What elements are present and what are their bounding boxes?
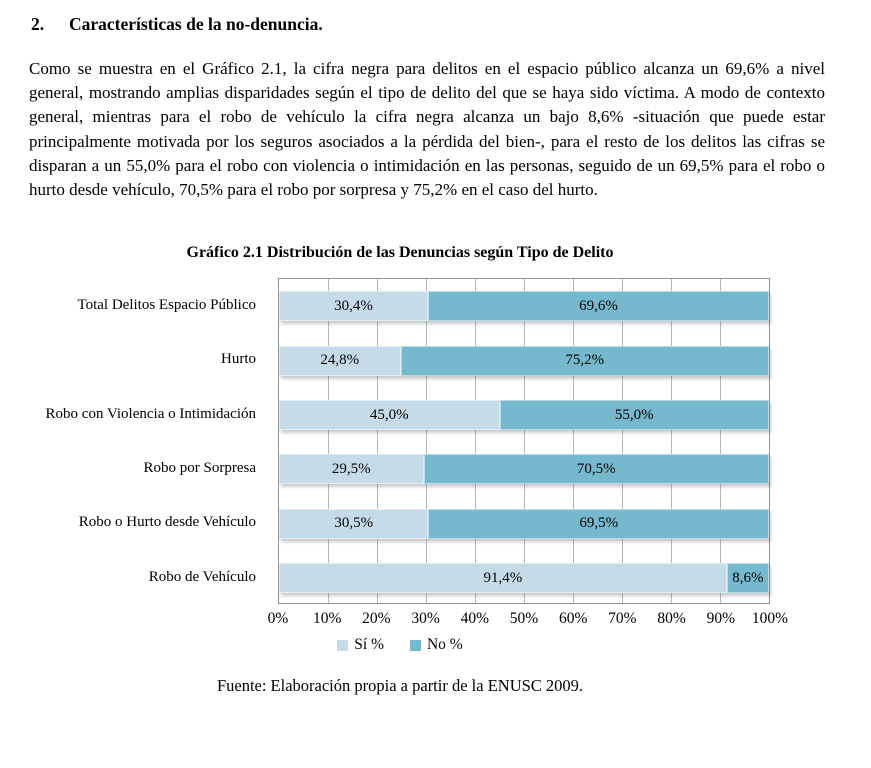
section-heading <box>31 14 826 35</box>
x-tick-label: 60% <box>558 610 588 628</box>
legend-item <box>410 636 463 654</box>
x-tick-label: 0% <box>267 610 289 628</box>
x-tick-label: 100% <box>751 610 789 628</box>
bar-segment-si: 24,8% <box>279 346 401 376</box>
x-tick-label: 30% <box>411 610 440 628</box>
bar-segment-no: 75,2% <box>401 346 769 376</box>
category-label: Robo o Hurto desde Vehículo <box>78 514 256 531</box>
source-note: Fuente: Elaboración propia a partir de la ENUSC 2009. <box>216 676 584 696</box>
bar-row <box>279 400 769 430</box>
section-title: Características de la no-denuncia. <box>69 14 323 34</box>
x-tick-label: 90% <box>706 610 736 628</box>
legend-label: No % <box>426 636 463 654</box>
gridline <box>377 279 378 603</box>
plot-box <box>278 278 770 604</box>
bar-segment-si: 29,5% <box>279 454 424 484</box>
category-label: Total Delitos Espacio Público <box>77 296 256 313</box>
bar-segment-no: 55,0% <box>500 400 770 430</box>
bar-row <box>279 563 769 593</box>
gridline <box>328 279 329 603</box>
category-label: Robo por Sorpresa <box>143 459 256 476</box>
legend <box>30 636 770 654</box>
legend-item <box>337 636 384 654</box>
bar-segment-si: 45,0% <box>279 400 500 430</box>
category-label: Robo con Violencia o Intimidación <box>45 405 256 422</box>
chart-plot-area <box>30 278 770 604</box>
chart-title: Gráfico 2.1 Distribución de las Denuncias según Tipo de Delito <box>186 244 614 262</box>
gridline <box>426 279 427 603</box>
bar-segment-si: 30,5% <box>279 509 428 539</box>
category-label: Hurto <box>221 351 256 368</box>
legend-swatch <box>410 640 421 651</box>
bar-segment-no: 69,5% <box>428 509 769 539</box>
x-tick-label: 70% <box>608 610 637 628</box>
bar-row <box>279 454 769 484</box>
x-tick-label: 20% <box>362 610 391 628</box>
bar-segment-si: 30,4% <box>279 291 428 321</box>
bar-row <box>279 291 769 321</box>
gridline <box>524 279 525 603</box>
category-label: Robo de Vehículo <box>148 568 256 585</box>
legend-swatch <box>337 640 348 651</box>
x-tick-label: 10% <box>312 610 342 628</box>
legend-label: Sí % <box>354 636 384 654</box>
x-tick-label: 80% <box>657 610 686 628</box>
gridline <box>720 279 721 603</box>
bar-row <box>279 509 769 539</box>
chart <box>30 244 789 696</box>
bar-segment-no: 69,6% <box>428 291 769 321</box>
bar-segment-no: 70,5% <box>424 454 769 484</box>
gridline <box>671 279 672 603</box>
x-tick-label: 50% <box>509 610 539 628</box>
bar-segment-no: 8,6% <box>727 563 769 593</box>
gridline <box>475 279 476 603</box>
bar-segment-si: 91,4% <box>279 563 727 593</box>
gridline <box>622 279 623 603</box>
x-tick-label: 40% <box>460 610 490 628</box>
section-number: 2. <box>31 14 45 34</box>
body-paragraph: Como se muestra en el Gráfico 2.1, la cifra negra para delitos en el espacio público alcanza un 69,6% a nivel general, mostrando amplias disparidades según el tipo de delito del que se haya sido víctima. A modo de contexto general, mientras para el robo de vehículo la cifra negra alcanza un bajo 8,6% -situación que puede estar principalmente motivada por los seguros asociados a la pérdida del bien-, para el resto de los delitos las cifras se disparan a un 55,0% para el robo con violencia o intimidación en las personas, seguido de un 69,5% para el robo o hurto desde vehículo, 70,5% para el robo por sorpresa y 75,2% en el caso del hurto. <box>29 59 825 200</box>
gridline <box>573 279 574 603</box>
bar-row <box>279 346 769 376</box>
x-axis <box>30 604 789 631</box>
